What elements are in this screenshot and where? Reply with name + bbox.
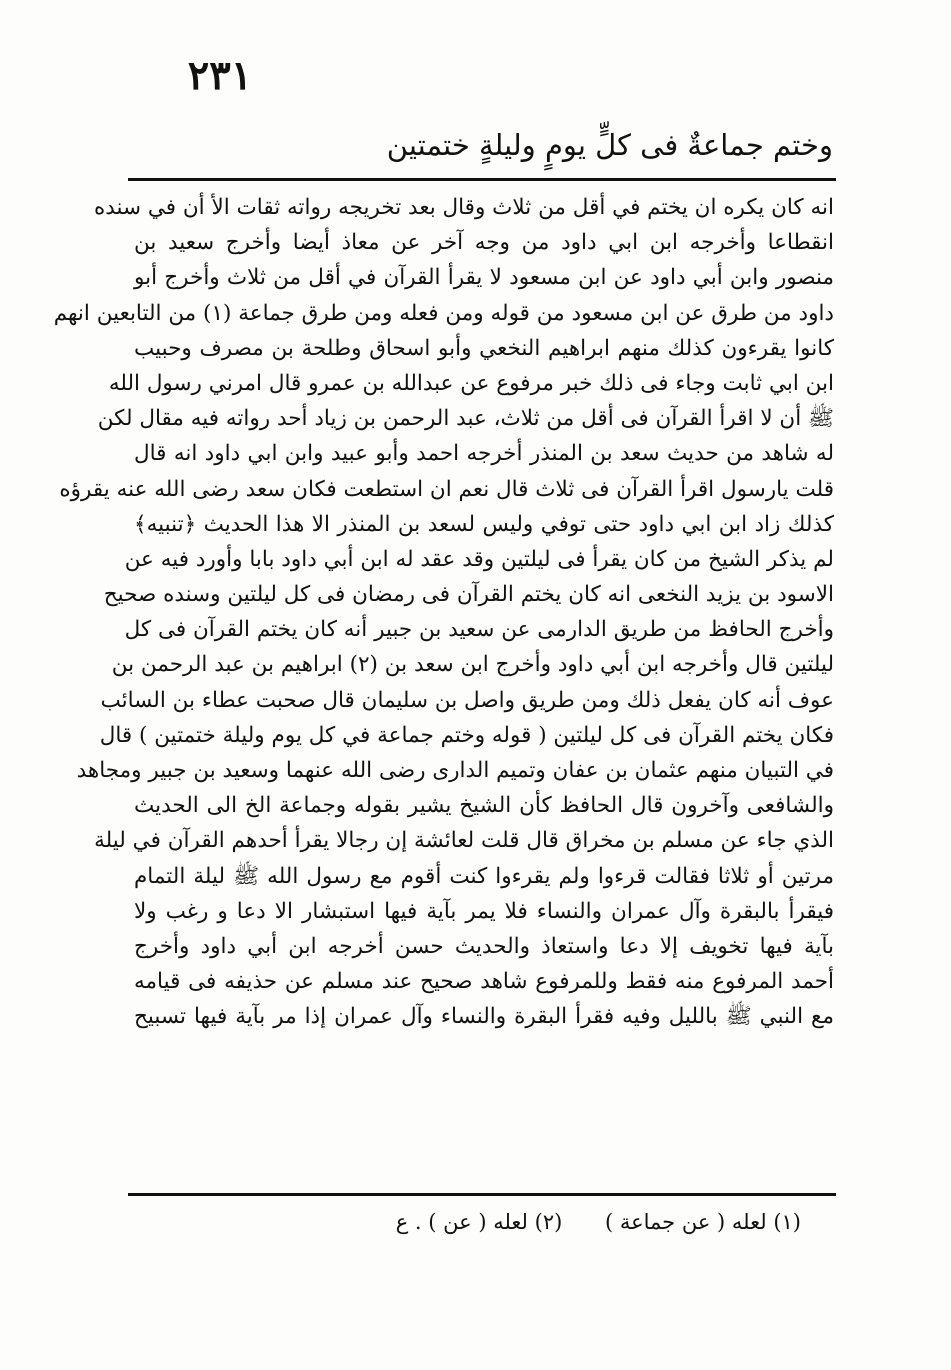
text-line: الاسود بن يزيد النخعى انه كان يختم القرآن فى رمضان فى كل ليلتين وسنده صحيح (103, 582, 834, 608)
text-line: انقطاعا وأخرجه ابن ابي داود من وجه آخر عن معاذ أيضا وأخرج سعيد بن (134, 230, 834, 256)
text-line: أحمد المرفوع منه فقط وللمرفوع شاهد صحيح عند مسلم عن حذيفه فى قيامه (134, 969, 834, 995)
footnote: (٢) لعله ( عن ) . ع (395, 1210, 563, 1234)
text-line: لم يذكر الشيخ من كان يقرأ فى ليلتين وقد عقد له ابن أبي داود بابا وأورد فيه عن (124, 546, 834, 572)
text-line: كانوا يقرءون كذلك منهم ابراهيم النخعي وأبو اسحاق وطلحة بن مصرف وحبيب (134, 335, 834, 361)
text-line: والشافعى وآخرون قال الحافظ كأن الشيخ يشير بقوله وجماعة الخ الى الحديث (134, 793, 834, 819)
text-line: فيقرأ بالبقرة وآل عمران والنساء فلا يمر بآية فيها استبشار الا دعا و رغب ولا (134, 898, 834, 924)
footnotes (281, 1204, 801, 1240)
text-line: مع النبي ﷺ بالليل وفيه فقرأ البقرة والنساء وآل عمران إذا مر بآية فيها تسبيح (134, 1004, 834, 1030)
footnote-divider (128, 1193, 836, 1196)
text-line: ليلتين قال وأخرجه ابن أبي داود وأخرج ابن سعد بن (٢) ابراهيم بن عبد الرحمن بن (111, 652, 834, 678)
footnote: (١) لعله ( عن جماعة ) (604, 1210, 801, 1234)
text-line: فكان يختم القرآن فى كل ليلتين ( قوله وختم جماعة في كل يوم وليلة ختمتين ) قال (99, 722, 834, 748)
text-line: داود من طرق عن ابن مسعود من قوله ومن فعله ومن طرق جماعة (١) من التابعين انهم (53, 300, 834, 326)
text-line: له شاهد من حديث سعد بن المنذر أخرجه احمد وأبو عبيد وابن ابي داود انه قال (134, 441, 834, 467)
text-line: قلت يارسول اقرأ القرآن فى ثلاث قال نعم ان استطعت فكان سعد رضى الله عنه يقرؤه (59, 476, 834, 502)
text-line: ابن ابي ثابت وجاء فى ذلك خبر مرفوع عن عبدالله بن عمرو قال امرني رسول الله (108, 370, 834, 396)
text-line: مرتين أو ثلاثا فقالت قرءوا ولم يقرءوا كنت أقوم مع رسول الله ﷺ ليلة التمام (134, 863, 834, 889)
header-divider (128, 178, 836, 181)
text-line: ﷺ أن لا اقرأ القرآن فى أقل من ثلاث، عبد الرحمن بن زياد أحد رواته فيه مقال لكن (97, 406, 834, 432)
text-line: بآية فيها تخويف إلا دعا واستعاذ والحديث حسن أخرجه ابن أبي داود وأخرج (134, 933, 834, 959)
body-text (53, 190, 834, 1035)
text-line: منصور وابن أبي داود عن ابن مسعود لا يقرأ القرآن في أقل من ثلاث وأخرج أبو (134, 265, 834, 291)
running-head: وختم جماعةٌ فى كلٍّ يومٍ وليلةٍ ختمتين (386, 128, 833, 162)
text-line: انه كان يكره ان يختم في أقل من ثلاث وقال بعد تخريجه رواته ثقات الأ أن في سنده (93, 195, 834, 220)
text-line: وأخرج الحافظ من طريق الدارمى عن سعيد بن جبير أنه كان يختم القرآن فى كل (124, 617, 834, 643)
text-line: الذي جاء عن مسلم بن مخراق قال قلت لعائشة إن رجالا يقرأ أحدهم القرآن في ليلة (94, 828, 834, 854)
text-line: في التبيان منهم عثمان بن عفان وتميم الدارى رضى الله عنهما وسعيد بن جبير ومجاهد (76, 758, 834, 783)
page-number: ٢٣١ (187, 52, 253, 99)
text-line: عوف أنه كان يفعل ذلك ومن طريق واصل بن سليمان قال صحبت عطاء بن السائب (100, 687, 834, 713)
text-line: كذلك زاد ابن ابي داود حتى توفي وليس لسعد بن المنذر الا هذا الحديث ﴿تنبيه﴾ (134, 511, 834, 537)
